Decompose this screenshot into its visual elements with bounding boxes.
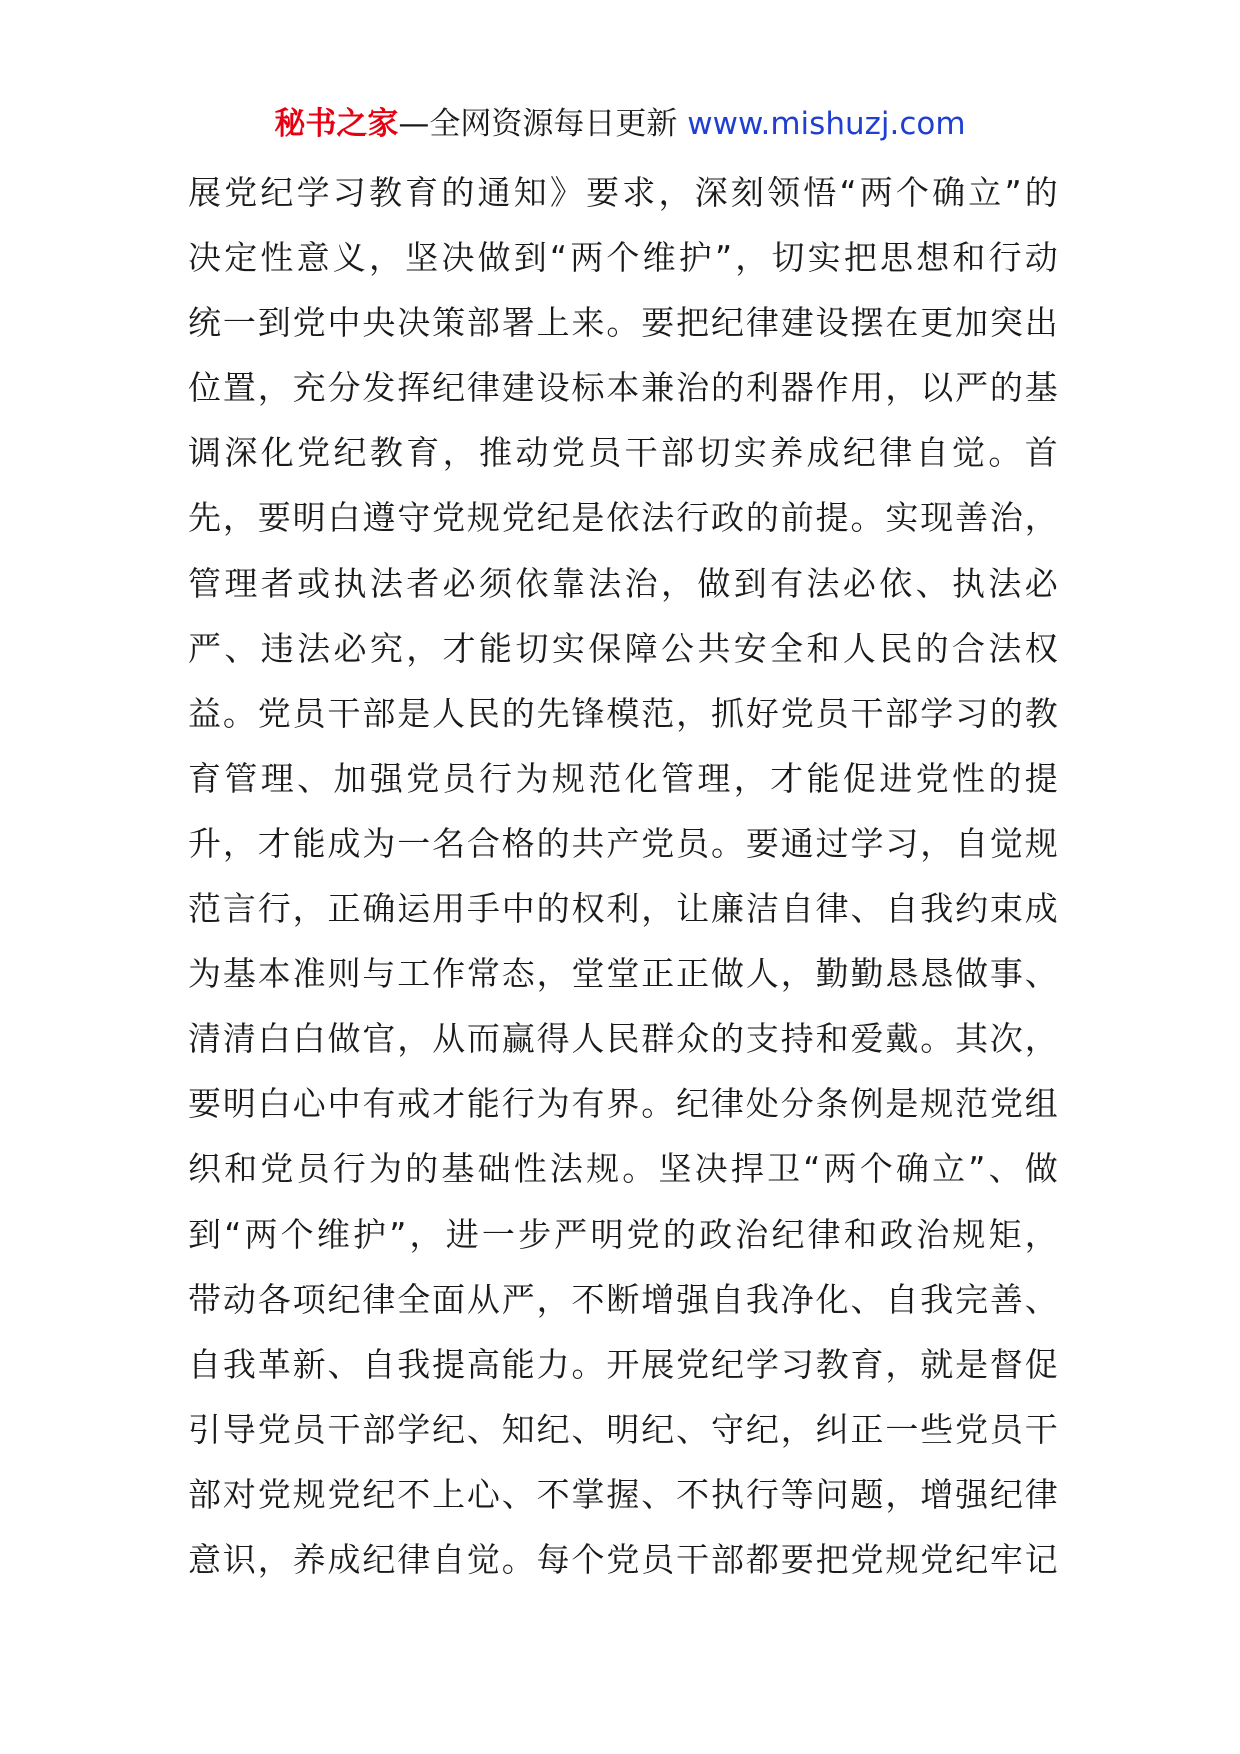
site-tagline: —全网资源每日更新 [398,106,678,142]
text-line: 要明白心中有戒才能行为有界。纪律处分条例是规范党组 [188,1084,1058,1124]
site-brand: 秘书之家 [274,106,399,142]
text-line: 织和党员行为的基础性法规。坚决捍卫“两个确立”、做 [188,1149,1058,1189]
text-line: 调深化党纪教育，推动党员干部切实养成纪律自觉。首 [188,433,1058,473]
text-line: 育管理、加强党员行为规范化管理，才能促进党性的提 [188,758,1058,798]
text-line: 益。党员干部是人民的先锋模范，抓好党员干部学习的教 [188,693,1058,733]
text-line: 意识，养成纪律自觉。每个党员干部都要把党规党纪牢记 [188,1539,1058,1579]
text-line: 清清白白做官，从而赢得人民群众的支持和爱戴。其次， [188,1019,1058,1059]
text-line: 严、违法必究，才能切实保障公共安全和人民的合法权 [188,628,1058,668]
text-line: 自我革新、自我提高能力。开展党纪学习教育，就是督促 [188,1344,1058,1384]
text-line: 部对党规党纪不上心、不掌握、不执行等问题，增强纪律 [188,1474,1058,1514]
text-line: 为基本准则与工作常态，堂堂正正做人，勤勤恳恳做事、 [188,954,1058,994]
text-line: 决定性意义，坚决做到“两个维护”，切实把思想和行动 [188,238,1058,278]
text-line: 升，才能成为一名合格的共产党员。要通过学习，自觉规 [188,823,1058,863]
text-line: 先，要明白遵守党规党纪是依法行政的前提。实现善治， [188,498,1058,538]
text-line: 带动各项纪律全面从严，不断增强自我净化、自我完善、 [188,1279,1058,1319]
site-header [0,104,1240,144]
text-line: 位置，充分发挥纪律建设标本兼治的利器作用，以严的基 [188,368,1058,408]
site-url-link[interactable]: www.mishuzj.com [687,106,966,142]
text-line: 范言行，正确运用手中的权利，让廉洁自律、自我约束成 [188,889,1058,929]
text-line: 展党纪学习教育的通知》要求，深刻领悟“两个确立”的 [188,173,1058,212]
text-line: 统一到党中央决策部署上来。要把纪律建设摆在更加突出 [188,303,1058,343]
text-line: 引导党员干部学纪、知纪、明纪、守纪，纠正一些党员干 [188,1409,1058,1449]
text-line: 到“两个维护”，进一步严明党的政治纪律和政治规矩， [188,1214,1058,1254]
document-body [188,160,1058,1592]
text-line: 管理者或执法者必须依靠法治，做到有法必依、执法必 [188,563,1058,603]
